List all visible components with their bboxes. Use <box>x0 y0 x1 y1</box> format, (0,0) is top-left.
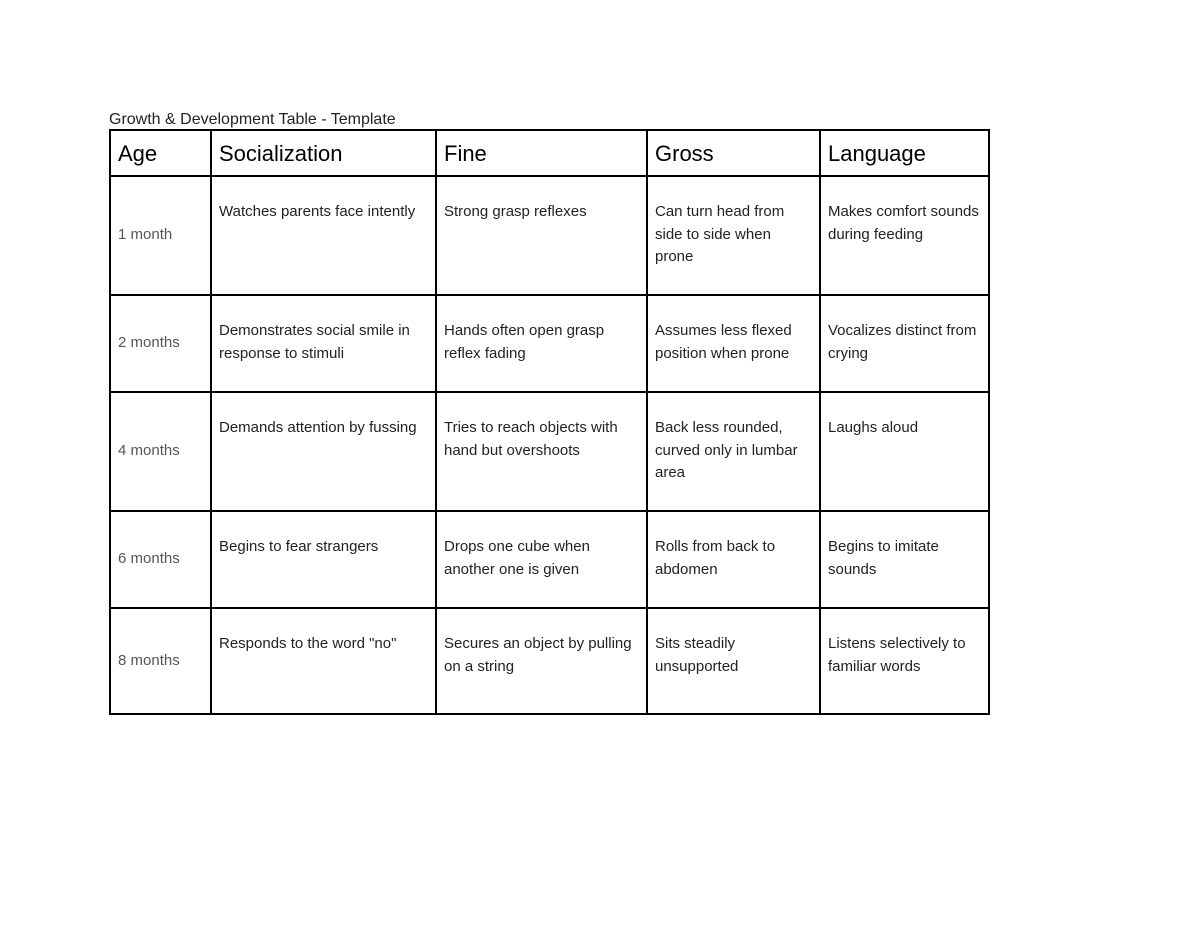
socialization-cell: Responds to the word "no" <box>211 608 436 714</box>
age-cell: 1 month <box>110 176 211 295</box>
fine-cell: Drops one cube when another one is given <box>436 511 647 608</box>
language-cell: Listens selectively to familiar words <box>820 608 989 714</box>
language-cell: Begins to imitate sounds <box>820 511 989 608</box>
language-cell: Laughs aloud <box>820 392 989 511</box>
age-cell: 6 months <box>110 511 211 608</box>
fine-cell: Secures an object by pulling on a string <box>436 608 647 714</box>
header-fine: Fine <box>436 130 647 176</box>
document-title: Growth & Development Table - Template <box>109 111 396 128</box>
age-cell: 8 months <box>110 608 211 714</box>
gross-cell: Back less rounded, curved only in lumbar area <box>647 392 820 511</box>
table-row <box>110 176 989 295</box>
header-age: Age <box>110 130 211 176</box>
table-row <box>110 392 989 511</box>
fine-cell: Strong grasp reflexes <box>436 176 647 295</box>
socialization-cell: Watches parents face intently <box>211 176 436 295</box>
gross-cell: Sits steadily unsupported <box>647 608 820 714</box>
age-cell: 2 months <box>110 295 211 392</box>
gross-cell: Rolls from back to abdomen <box>647 511 820 608</box>
socialization-cell: Demonstrates social smile in response to stimuli <box>211 295 436 392</box>
gross-cell: Assumes less flexed position when prone <box>647 295 820 392</box>
header-language: Language <box>820 130 989 176</box>
fine-cell: Hands often open grasp reflex fading <box>436 295 647 392</box>
language-cell: Vocalizes distinct from crying <box>820 295 989 392</box>
growth-development-table <box>109 129 990 715</box>
socialization-cell: Begins to fear strangers <box>211 511 436 608</box>
table-row <box>110 608 989 714</box>
table-row <box>110 511 989 608</box>
table-row <box>110 295 989 392</box>
age-cell: 4 months <box>110 392 211 511</box>
fine-cell: Tries to reach objects with hand but overshoots <box>436 392 647 511</box>
table-header-row <box>110 130 989 176</box>
language-cell: Makes comfort sounds during feeding <box>820 176 989 295</box>
socialization-cell: Demands attention by fussing <box>211 392 436 511</box>
gross-cell: Can turn head from side to side when prone <box>647 176 820 295</box>
header-gross: Gross <box>647 130 820 176</box>
header-socialization: Socialization <box>211 130 436 176</box>
